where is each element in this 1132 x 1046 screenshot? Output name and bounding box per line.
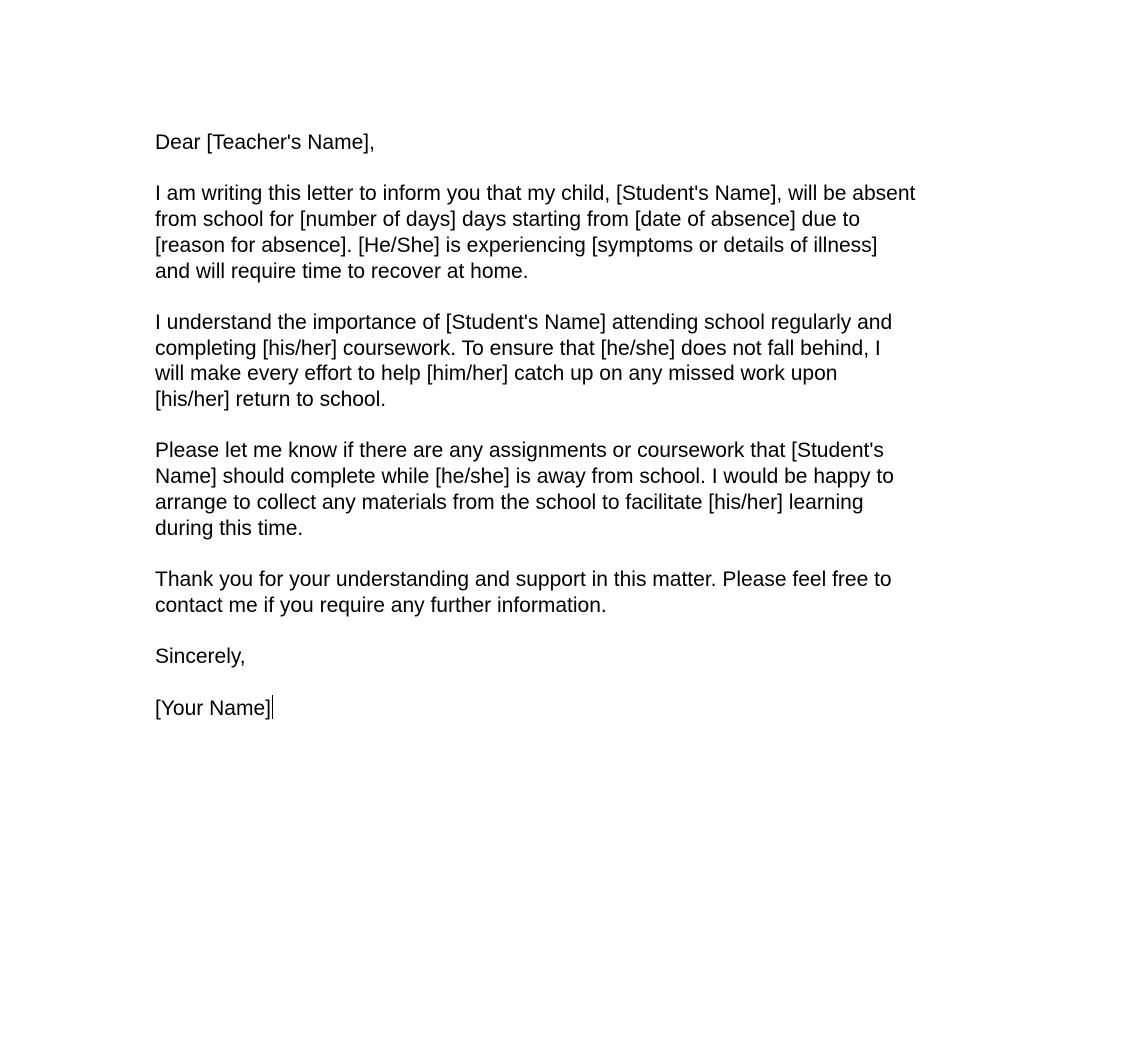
paragraph-1: I am writing this letter to inform you that my child, [Student's Name], will be absent from school for [number of days] days starting from [date of absence] due to [reason for absence]. [He/She] is experiencing [symptoms or details of illness] and will require time to recover at home. [155, 182, 916, 283]
signature: [Your Name] [155, 697, 271, 721]
paragraph-4: Thank you for your understanding and support in this matter. Please feel free to contact me if you require any further information. [155, 567, 892, 617]
signature-line [155, 695, 975, 722]
paragraph-3: Please let me know if there are any assignments or coursework that [Student's Name] should complete while [he/she] is away from school. I would be happy to arrange to collect any materials from the school to facilitate [his/her] learning during this time. [155, 439, 894, 540]
letter-body[interactable] [155, 130, 975, 748]
text-cursor [272, 695, 273, 719]
paragraph-2: I understand the importance of [Student's Name] attending school regularly and completing [his/her] coursework. To ensure that [he/she] does not fall behind, I will make every effort to help [him/her] catch up on any missed work upon [his/her] return to school. [155, 310, 893, 411]
closing: Sincerely, [155, 644, 246, 668]
salutation: Dear [Teacher's Name], [155, 131, 375, 154]
